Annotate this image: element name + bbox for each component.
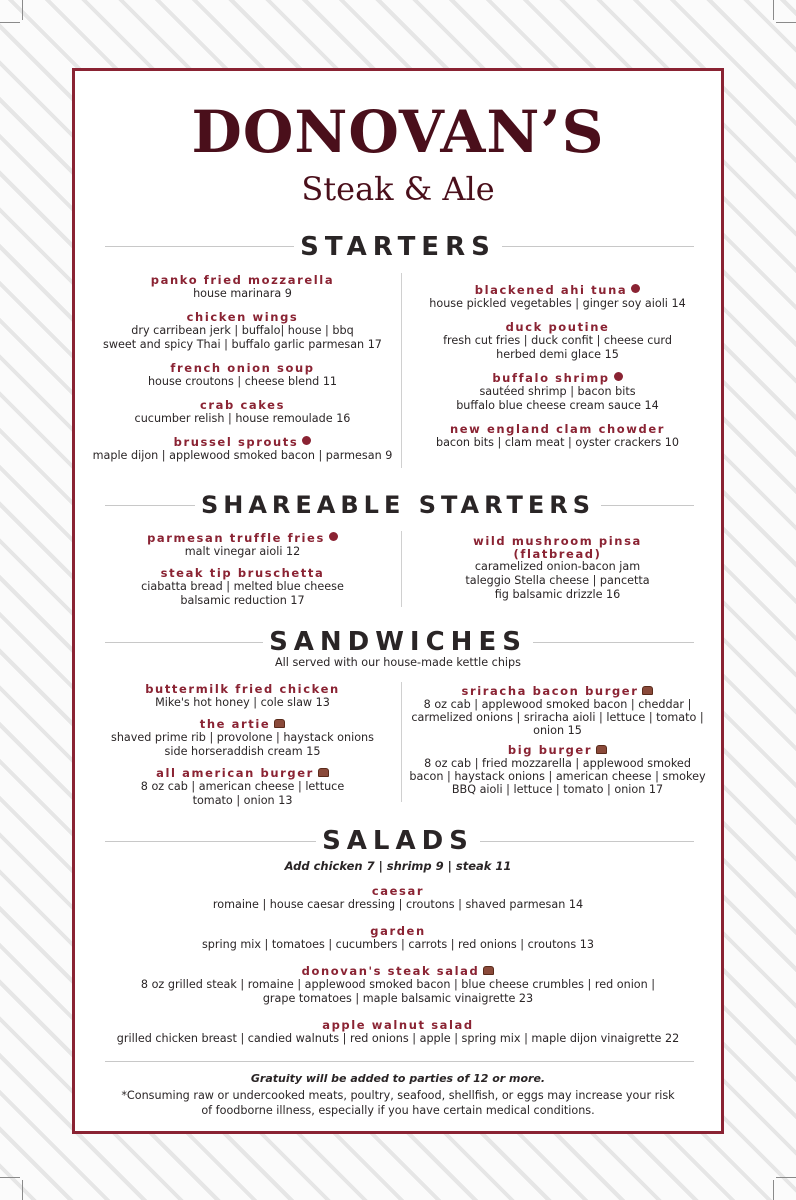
item-desc: malt vinegar aioli 12 — [184, 545, 301, 558]
gluten-free-icon — [329, 532, 338, 541]
sandwiches-left-column — [85, 682, 400, 808]
crop-mark — [22, 0, 23, 20]
menu-item — [85, 310, 400, 352]
menu-item — [85, 717, 400, 759]
menu-item — [405, 743, 710, 796]
item-name-text: brussel sprouts — [173, 435, 299, 449]
item-name: apple walnut salad — [322, 1018, 474, 1032]
item-name-text: big burger — [507, 743, 593, 757]
section-title-text: STARTERS — [294, 232, 502, 262]
item-name-text: all american burger — [156, 766, 314, 780]
item-name — [85, 717, 400, 731]
item-desc: balsamic reduction 17 — [180, 594, 305, 607]
menu-item — [405, 320, 710, 362]
crop-mark — [0, 1177, 20, 1178]
item-desc: bacon bits | clam meat | oyster crackers 10 — [435, 436, 680, 449]
item-desc: house croutons | cheese blend 11 — [147, 375, 338, 388]
item-name-text: the artie — [199, 717, 271, 731]
item-desc: dry carribean jerk | buffalo| house | bbq — [131, 324, 354, 337]
crop-mark — [0, 22, 20, 23]
item-name — [85, 435, 400, 449]
item-desc: grilled chicken breast | candied walnuts | red onions | apple | spring mix | maple dijon vinaigrette 22 — [116, 1032, 680, 1045]
item-name: caesar — [371, 884, 425, 898]
menu-item — [85, 766, 400, 808]
menu-item — [85, 361, 400, 389]
item-desc: ciabatta bread | melted blue cheese — [141, 580, 344, 593]
menu-item — [85, 531, 400, 559]
gluten-free-icon — [614, 372, 623, 381]
menu-item — [85, 1018, 711, 1046]
menu-item — [405, 422, 710, 450]
item-desc: caramelized onion-bacon jam — [474, 560, 641, 573]
item-name: wild mushroom pinsa — [473, 534, 642, 548]
item-name-line2: (flatbread) — [513, 547, 602, 561]
item-desc: 8 oz cab | fried mozzarella | applewood smoked — [424, 757, 691, 770]
shareable-left-column — [85, 531, 400, 608]
item-desc: shaved prime rib | provolone | haystack onions — [111, 731, 374, 744]
column-divider — [401, 273, 402, 468]
item-desc: Mike's hot honey | cole slaw 13 — [155, 696, 330, 709]
item-desc: maple dijon | applewood smoked bacon | parmesan 9 — [92, 449, 393, 462]
sandwiches-right-column — [405, 684, 710, 796]
item-name: french onion soup — [170, 361, 315, 375]
item-name: chicken wings — [186, 310, 299, 324]
item-name-text: sriracha bacon burger — [461, 684, 639, 698]
item-desc: cucumber relish | house remoulade 16 — [134, 412, 351, 425]
item-desc: sweet and spicy Thai | buffalo garlic parmesan 17 — [103, 338, 382, 351]
salads-column — [85, 884, 711, 1046]
item-desc: fresh cut fries | duck confit | cheese curd — [443, 334, 672, 347]
item-name: new england clam chowder — [449, 422, 666, 436]
item-desc: 8 oz cab | applewood smoked bacon | cheddar | — [423, 698, 692, 711]
item-name — [85, 531, 400, 545]
item-desc: carmelized onions | sriracha aioli | lettuce | tomato | — [411, 711, 704, 724]
section-title-text: SANDWICHES — [263, 627, 533, 657]
item-desc: bacon | haystack onions | american cheese | smokey — [409, 770, 706, 783]
menu-item — [85, 435, 400, 463]
item-name: panko fried mozzarella — [150, 273, 335, 287]
item-name-text: parmesan truffle fries — [147, 531, 325, 545]
crop-mark — [776, 1177, 796, 1178]
item-desc: house marinara 9 — [193, 287, 292, 300]
brand-name: DONOVAN’S — [191, 98, 605, 166]
menu-item — [405, 534, 710, 602]
beef-icon — [318, 768, 329, 777]
beef-icon — [596, 745, 607, 754]
starters-right-column — [405, 283, 710, 450]
section-title-sandwiches — [75, 626, 721, 658]
gluten-free-icon — [631, 284, 640, 293]
item-desc: romaine | house caesar dressing | croutons | shaved parmesan 14 — [212, 898, 584, 911]
item-name-text: blackened ahi tuna — [474, 283, 628, 297]
beef-icon — [642, 686, 653, 695]
item-name — [85, 766, 400, 780]
disclaimer-line: *Consuming raw or undercooked meats, poultry, seafood, shellfish, or eggs may increase your risk — [121, 1089, 675, 1102]
beef-icon — [274, 719, 285, 728]
menu-item — [405, 684, 710, 737]
menu-card — [72, 68, 724, 1134]
sandwiches-subtitle: All served with our house-made kettle chips — [275, 656, 521, 669]
section-title-text: SHAREABLE STARTERS — [195, 491, 601, 519]
item-desc: taleggio Stella cheese | pancetta — [465, 574, 650, 587]
gratuity-note: Gratuity will be added to parties of 12 or more. — [250, 1072, 546, 1085]
item-name — [85, 964, 711, 978]
crop-mark — [776, 22, 796, 23]
item-desc: spring mix | tomatoes | cucumbers | carrots | red onions | croutons 13 — [201, 938, 595, 951]
section-title-shareable — [75, 490, 721, 520]
item-desc: buffalo blue cheese cream sauce 14 — [456, 399, 659, 412]
section-title-salads — [75, 825, 721, 857]
menu-item — [85, 566, 400, 608]
starters-left-column — [85, 273, 400, 463]
item-name-text: buffalo shrimp — [492, 371, 610, 385]
menu-item — [85, 924, 711, 952]
item-desc: side horseraddish cream 15 — [164, 745, 321, 758]
shareable-right-column — [405, 534, 710, 602]
menu-item — [85, 884, 711, 912]
menu-item — [405, 283, 710, 311]
item-desc: herbed demi glace 15 — [496, 348, 619, 361]
salad-addons: Add chicken 7 | shrimp 9 | steak 11 — [284, 859, 512, 873]
item-name — [405, 283, 710, 297]
menu-item — [85, 398, 400, 426]
crop-mark — [773, 0, 774, 20]
menu-item — [85, 273, 400, 301]
disclaimer-line: of foodborne illness, especially if you have certain medical conditions. — [201, 1104, 595, 1117]
item-name-text: donovan's steak salad — [301, 964, 480, 978]
item-name: buttermilk fried chicken — [145, 682, 340, 696]
footer-rule — [105, 1061, 694, 1062]
column-divider — [401, 682, 402, 802]
section-title-starters — [75, 231, 721, 263]
crop-mark — [773, 1180, 774, 1200]
item-name: garden — [370, 924, 426, 938]
menu-item — [85, 964, 711, 1006]
item-name: steak tip bruschetta — [160, 566, 325, 580]
section-title-text: SALADS — [316, 826, 480, 856]
item-desc: 8 oz cab | american cheese | lettuce — [140, 780, 345, 793]
menu-item — [85, 682, 400, 710]
menu-item — [405, 371, 710, 413]
item-name — [405, 371, 710, 385]
item-name — [405, 743, 710, 757]
item-desc: fig balsamic drizzle 16 — [494, 588, 621, 601]
item-desc: BBQ aioli | lettuce | tomato | onion 17 — [451, 783, 664, 796]
item-name — [405, 684, 710, 698]
item-desc: grape tomatoes | maple balsamic vinaigrette 23 — [262, 992, 534, 1005]
item-desc: house pickled vegetables | ginger soy aioli 14 — [429, 297, 686, 310]
brand-subtitle: Steak & Ale — [301, 170, 495, 208]
item-name: duck poutine — [505, 320, 610, 334]
crop-mark — [22, 1180, 23, 1200]
column-divider — [401, 531, 402, 607]
beef-icon — [483, 966, 494, 975]
gluten-free-icon — [302, 436, 311, 445]
item-name: crab cakes — [199, 398, 286, 412]
item-desc: sautéed shrimp | bacon bits — [479, 385, 636, 398]
item-desc: onion 15 — [533, 724, 582, 737]
item-desc: 8 oz grilled steak | romaine | applewood smoked bacon | blue cheese crumbles | red onion | — [140, 978, 656, 991]
item-desc: tomato | onion 13 — [192, 794, 293, 807]
